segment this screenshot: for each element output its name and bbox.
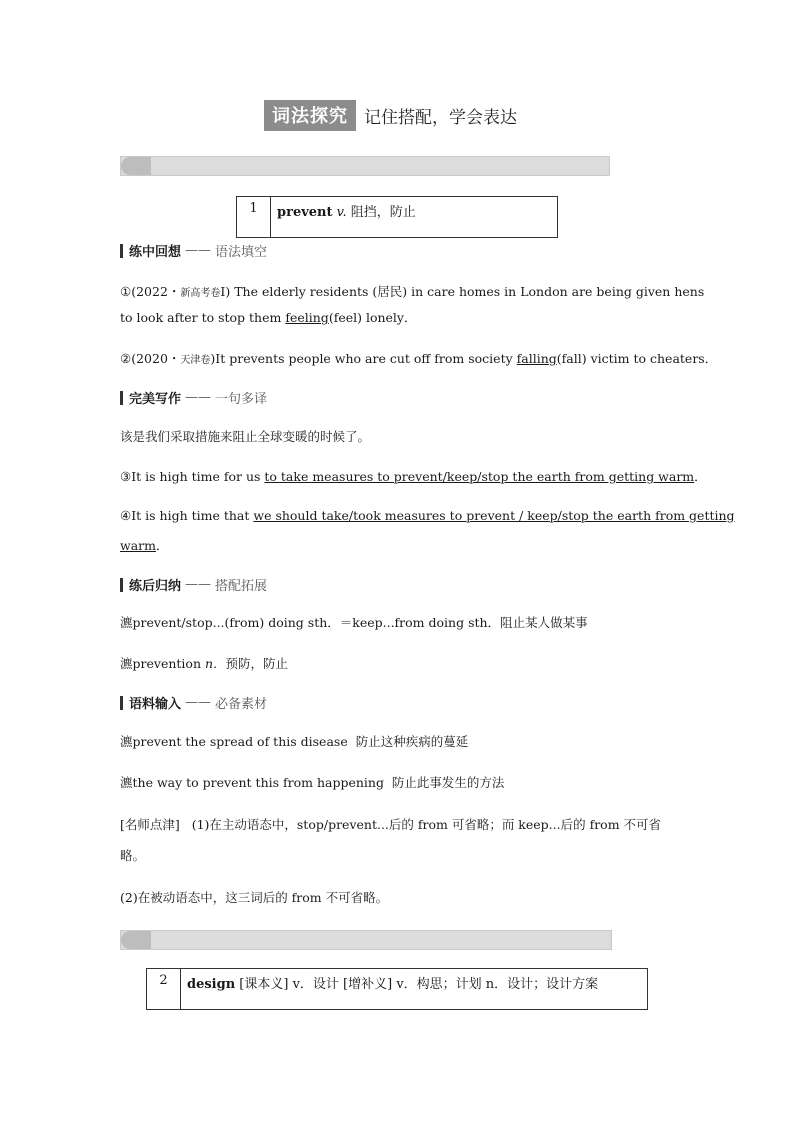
question-1-line-1 (120, 282, 704, 300)
material-text: the way to prevent this from happening (132, 775, 384, 790)
translation-text: ． (694, 469, 707, 484)
divider-bar (120, 930, 612, 950)
entry-text (187, 973, 598, 992)
section-title (264, 100, 517, 130)
heading-marker (120, 391, 123, 405)
heading-marker (120, 696, 123, 710)
question-number: ②(2020・ (120, 351, 181, 366)
entry-meaning: 阻挡，防止 (350, 205, 416, 220)
answer-blank: warm (120, 538, 156, 553)
entry-word: prevent (277, 205, 333, 220)
heading-subtitle: 语法填空 (215, 245, 268, 260)
entry-pos: v. (336, 205, 347, 220)
bullet-glyph: 瀌 (120, 775, 133, 790)
note-text: (1)在主动语态中，stop/prevent...后的 from 可省略；而 keep...后的 from 不可省 (191, 817, 662, 832)
heading-title: 练中回想 (129, 245, 182, 260)
material-text: prevent the spread of this disease (132, 734, 348, 749)
entry-number: 1 (237, 197, 271, 237)
note-label: [名师点津] (120, 817, 180, 832)
translation-text: ④It is high time that (120, 508, 254, 523)
collocation-1 (120, 613, 588, 631)
question-source: 新高考卷 (180, 288, 221, 299)
collocation-pos: n． (204, 656, 226, 671)
translation-text: ． (155, 538, 169, 553)
entry-text (277, 201, 416, 220)
vocab-entry-box (146, 968, 648, 1010)
heading-title: 语料输入 (129, 697, 182, 712)
translation-4-line-1 (120, 508, 735, 523)
question-text: to look after to stop them (120, 310, 286, 325)
material-meaning: 防止此事发生的方法 (391, 775, 505, 790)
material-meaning: 防止这种疾病的蔓延 (355, 734, 469, 749)
heading-subtitle: 一句多译 (215, 392, 268, 407)
heading-title: 完美写作 (129, 392, 182, 407)
question-text: )It prevents people who are cut off from society (210, 351, 517, 366)
material-1 (120, 732, 468, 750)
heading-dash: —— (185, 695, 212, 710)
answer-blank: we should take/took measures to prevent / keep/stop the earth from getting (253, 508, 735, 523)
collocation-meaning: 预防，防止 (225, 656, 289, 671)
collocation-text: prevent/stop...(from) doing sth．＝keep...from doing sth． (132, 615, 501, 630)
entry-meaning: [课本义] v．设计 [增补义] v．构思；计划 n．设计；设计方案 (235, 977, 599, 992)
teacher-note-line-1 (120, 815, 661, 833)
section-heading (120, 575, 267, 594)
question-text: (feel) lonely． (328, 310, 417, 325)
teacher-note-line-2: 略。 (120, 848, 146, 863)
bullet-glyph: 瀌 (120, 656, 133, 671)
title-badge: 词法探究 (264, 100, 356, 131)
heading-title: 练后归纳 (129, 579, 182, 594)
heading-marker (120, 244, 123, 258)
question-number-end: Ⅰ) (220, 284, 231, 299)
question-1-line-2 (120, 308, 417, 326)
title-subtitle: 记住搭配，学会表达 (364, 107, 517, 128)
question-text: (fall) victim to cheaters． (556, 351, 718, 366)
divider-bar-cap (121, 931, 151, 949)
question-source: 天津卷 (180, 355, 211, 366)
answer-blank: to take measures to prevent/keep/stop the earth from getting warm (264, 469, 695, 484)
heading-dash: —— (185, 390, 212, 405)
answer-blank: feeling (285, 310, 329, 325)
vocab-entry-box (236, 196, 558, 238)
heading-marker (120, 578, 123, 592)
heading-subtitle: 搭配拓展 (215, 579, 268, 594)
collocation-meaning: 阻止某人做某事 (500, 615, 588, 630)
bullet-glyph: 瀌 (120, 615, 133, 630)
bullet-glyph: 瀌 (120, 734, 133, 749)
collocation-text: prevention (132, 656, 205, 671)
translation-text: ③It is high time for us (120, 469, 265, 484)
divider-bar (120, 156, 610, 176)
entry-word: design (187, 977, 236, 992)
section-heading (120, 693, 267, 712)
teacher-note-line-3: (2)在被动语态中，这三词后的 from 不可省略。 (120, 890, 389, 905)
heading-dash: —— (185, 577, 212, 592)
translation-4-line-2 (120, 536, 169, 554)
divider-bar-cap (121, 157, 151, 175)
answer-blank: falling (516, 351, 557, 366)
heading-dash: —— (185, 243, 212, 258)
question-text: The elderly residents (居民) in care homes in London are being given hens (230, 284, 705, 299)
section-heading (120, 388, 267, 407)
translation-3 (120, 467, 707, 485)
material-2 (120, 773, 504, 791)
question-2 (120, 349, 717, 367)
section-heading (120, 241, 267, 260)
collocation-2 (120, 654, 288, 672)
heading-subtitle: 必备素材 (215, 697, 268, 712)
question-number: ①(2022・ (120, 284, 181, 299)
entry-number: 2 (147, 969, 181, 1009)
chinese-sentence: 该是我们采取措施来阻止全球变暖的时候了。 (120, 429, 371, 444)
